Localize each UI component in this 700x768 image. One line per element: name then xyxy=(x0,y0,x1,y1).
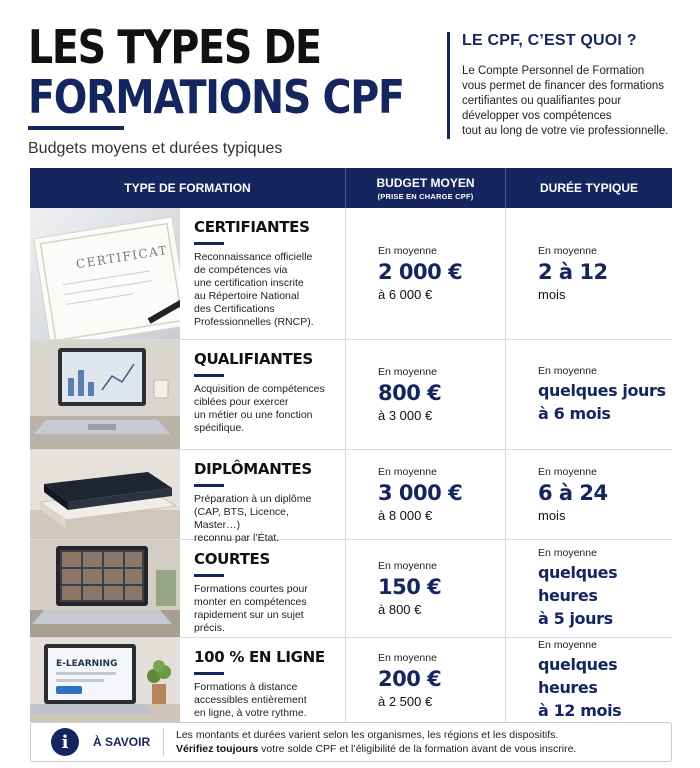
cpf-definition-box xyxy=(447,32,687,139)
video-call-laptop-image xyxy=(30,540,180,637)
duree-cell: En moyenne 2 à 12 mois xyxy=(538,245,608,302)
row-title: CERTIFIANTES xyxy=(194,218,310,236)
table-row-courtes xyxy=(30,540,672,638)
row-description: Reconnaissance officielle de compétences via une certification inscrite au Répertoire National des Certifications Professionnelles (RNCP). xyxy=(194,251,314,328)
row-description: Formations courtes pour monter en compétences rapidement sur un sujet précis. xyxy=(194,583,308,634)
duree-cell: En moyenne quelques jours à 6 mois xyxy=(538,364,666,423)
row-title: QUALIFIANTES xyxy=(194,350,313,368)
info-box xyxy=(30,722,672,762)
row-title: DIPLÔMANTES xyxy=(194,460,312,478)
info-icon: i xyxy=(51,728,79,756)
row-description: Acquisition de compétences ciblées pour exercer un métier ou une fonction spécifique. xyxy=(194,383,325,434)
info-text: Les montants et durées varient selon les organismes, les régions et les dispositifs. Vérifiez toujours votre solde CPF et l’éligibilité de la formation avant de vous inscrire. xyxy=(176,729,577,755)
col-header-budget: BUDGET MOYEN (PRISE EN CHARGE CPF) xyxy=(346,168,506,208)
title-line-1: LES TYPES DE xyxy=(28,20,321,74)
info-label: À SAVOIR xyxy=(93,735,151,749)
budget-cell: En moyenne 3 000 € à 8 000 € xyxy=(346,450,506,539)
table-header xyxy=(30,168,672,208)
table-row-qualifiantes xyxy=(30,340,672,450)
budget-cell: En moyenne 200 € à 2 500 € xyxy=(346,638,506,722)
table-row-en-ligne xyxy=(30,638,672,722)
col-header-type: TYPE DE FORMATION xyxy=(30,168,346,208)
budget-cell: En moyenne 150 € à 800 € xyxy=(346,540,506,637)
duree-cell: En moyenne quelques heures à 12 mois xyxy=(538,638,622,720)
svg-text:E-LEARNING: E-LEARNING xyxy=(56,659,118,669)
budget-cell: En moyenne 2 000 € à 6 000 € xyxy=(346,208,506,339)
formations-table xyxy=(30,168,672,722)
row-description: Formations à distance accessibles entièrement en ligne, à votre rythme. xyxy=(194,681,307,719)
elearning-laptop-image xyxy=(30,638,180,722)
cpf-text: Le Compte Personnel de Formation vous permet de financer des formations certifiantes ou qualifiantes pour développer vos compétences tout au long de votre vie professionnelle. xyxy=(462,65,669,137)
col-header-duree: DURÉE TYPIQUE xyxy=(539,181,638,195)
table-row-certifiantes xyxy=(30,208,672,340)
row-title: 100 % EN LIGNE xyxy=(194,648,325,666)
title-line-2: FORMATIONS CPF xyxy=(28,70,404,124)
page-subtitle: Budgets moyens et durées typiques xyxy=(28,140,283,157)
table-row-diplomantes xyxy=(30,450,672,544)
duree-cell: En moyenne quelques heures à 5 jours xyxy=(538,547,618,628)
row-description: Préparation à un diplôme (CAP, BTS, Licence, Master…) reconnu par l’État. xyxy=(194,493,312,544)
svg-text:CERTIFICAT: CERTIFICAT xyxy=(75,242,169,272)
cpf-heading: LE CPF, C’EST QUOI ? xyxy=(462,32,637,49)
duree-cell: En moyenne 6 à 24 mois xyxy=(538,466,608,523)
laptop-image xyxy=(30,340,180,449)
page-title xyxy=(28,22,404,122)
budget-cell: En moyenne 800 € à 3 000 € xyxy=(346,340,506,449)
book-image xyxy=(30,450,180,539)
row-title: COURTES xyxy=(194,550,270,568)
certificate-image xyxy=(30,208,180,339)
title-underline xyxy=(28,126,124,130)
